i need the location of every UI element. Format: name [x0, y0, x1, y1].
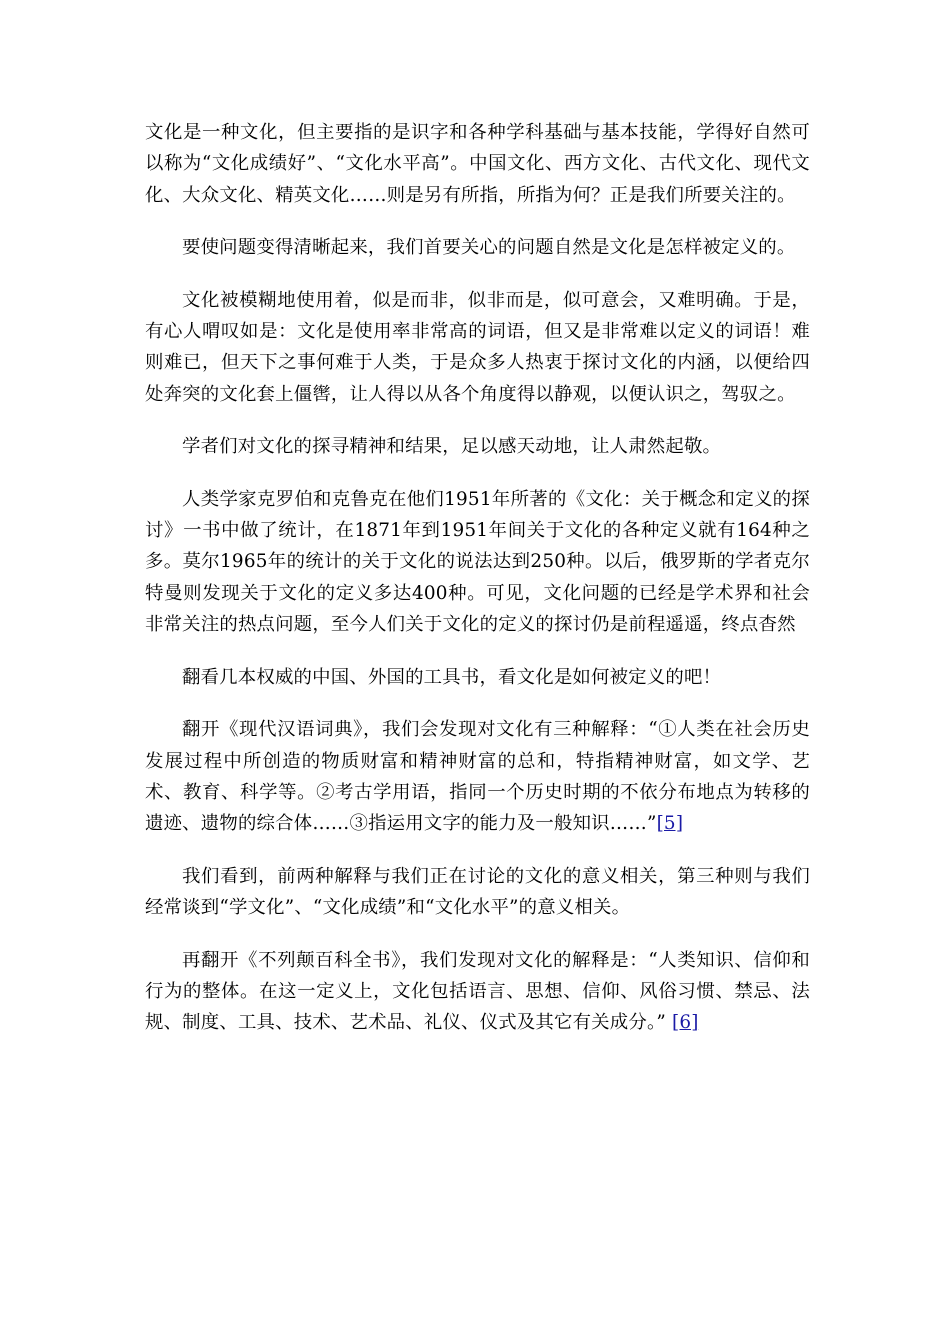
paragraph-2-text: 要使问题变得清晰起来，我们首要关心的问题自然是文化是怎样被定义的。	[182, 237, 796, 259]
paragraph-3-text: 文化被模糊地使用着，似是而非，似非而是，似可意会，又难明确。于是，有心人喟叹如是：文化是使用率非常高的词语，但又是非常难以定义的词语！难则难已，但天下之事何难于人类，于是众多人热衷于探讨文化的内涵，以便给四处奔突的文化套上僵辔，让人得以从各个角度得以静观，以便认识之，驾驭之。	[145, 289, 810, 405]
paragraph-8-text: 我们看到，前两种解释与我们正在讨论的文化的意义相关，第三种则与我们经常谈到“学文化”、“文化成绩”和“文化水平”的意义相关。	[145, 865, 810, 919]
paragraph-9-text: 再翻开《不列颠百科全书》，我们发现对文化的解释是：“人类知识、信仰和行为的整体。在这一定义上，文化包括语言、思想、信仰、风俗习惯、禁忌、法规、制度、工具、技术、艺术品、礼仪、仪式及其它有关成分。”	[145, 949, 810, 1034]
paragraph-7	[145, 714, 810, 840]
paragraph-6-text: 翻看几本权威的中国、外国的工具书，看文化是如何被定义的吧！	[182, 666, 722, 688]
paragraph-9	[145, 945, 810, 1039]
footnote-link-5[interactable]: [5]	[656, 813, 684, 835]
paragraph-5-text: 人类学家克罗伯和克鲁克在他们1951年所著的《文化：关于概念和定义的探讨》一书中做了统计，在1871年到1951年间关于文化的各种定义就有164种之多。莫尔1965年的统计的关于文化的说法达到250种。以后，俄罗斯的学者克尔特曼则发现关于文化的定义多达400种。可见，文化问题的已经是学术界和社会非常关注的热点问题，至今人们关于文化的定义的探讨仍是前程遥遥，终点杳然	[145, 488, 810, 636]
paragraph-3	[145, 285, 810, 411]
paragraph-1	[145, 117, 810, 211]
paragraph-7-text: 翻开《现代汉语词典》，我们会发现对文化有三种解释：“①人类在社会历史发展过程中所创造的物质财富和精神财富的总和，特指精神财富，如文学、艺术、教育、科学等。②考古学用语，指同一个历史时期的不依分布地点为转移的遗迹、遗物的综合体……③指运用文字的能力及一般知识……”	[145, 719, 810, 835]
paragraph-6	[145, 662, 810, 693]
paragraph-1-text: 文化是一种文化，但主要指的是识字和各种学科基础与基本技能，学得好自然可以称为“文化成绩好”、“文化水平高”。中国文化、西方文化、古代文化、现代文化、大众文化、精英文化……则是另有所指，所指为何？正是我们所要关注的。	[145, 122, 810, 206]
paragraph-4	[145, 431, 810, 462]
document-body	[145, 117, 810, 1060]
paragraph-2	[145, 232, 810, 263]
footnote-link-6[interactable]: [6]	[672, 1012, 699, 1034]
paragraph-5	[145, 484, 810, 641]
paragraph-4-text: 学者们对文化的探寻精神和结果，足以感天动地，让人肃然起敬。	[182, 436, 722, 458]
paragraph-8	[145, 861, 810, 924]
